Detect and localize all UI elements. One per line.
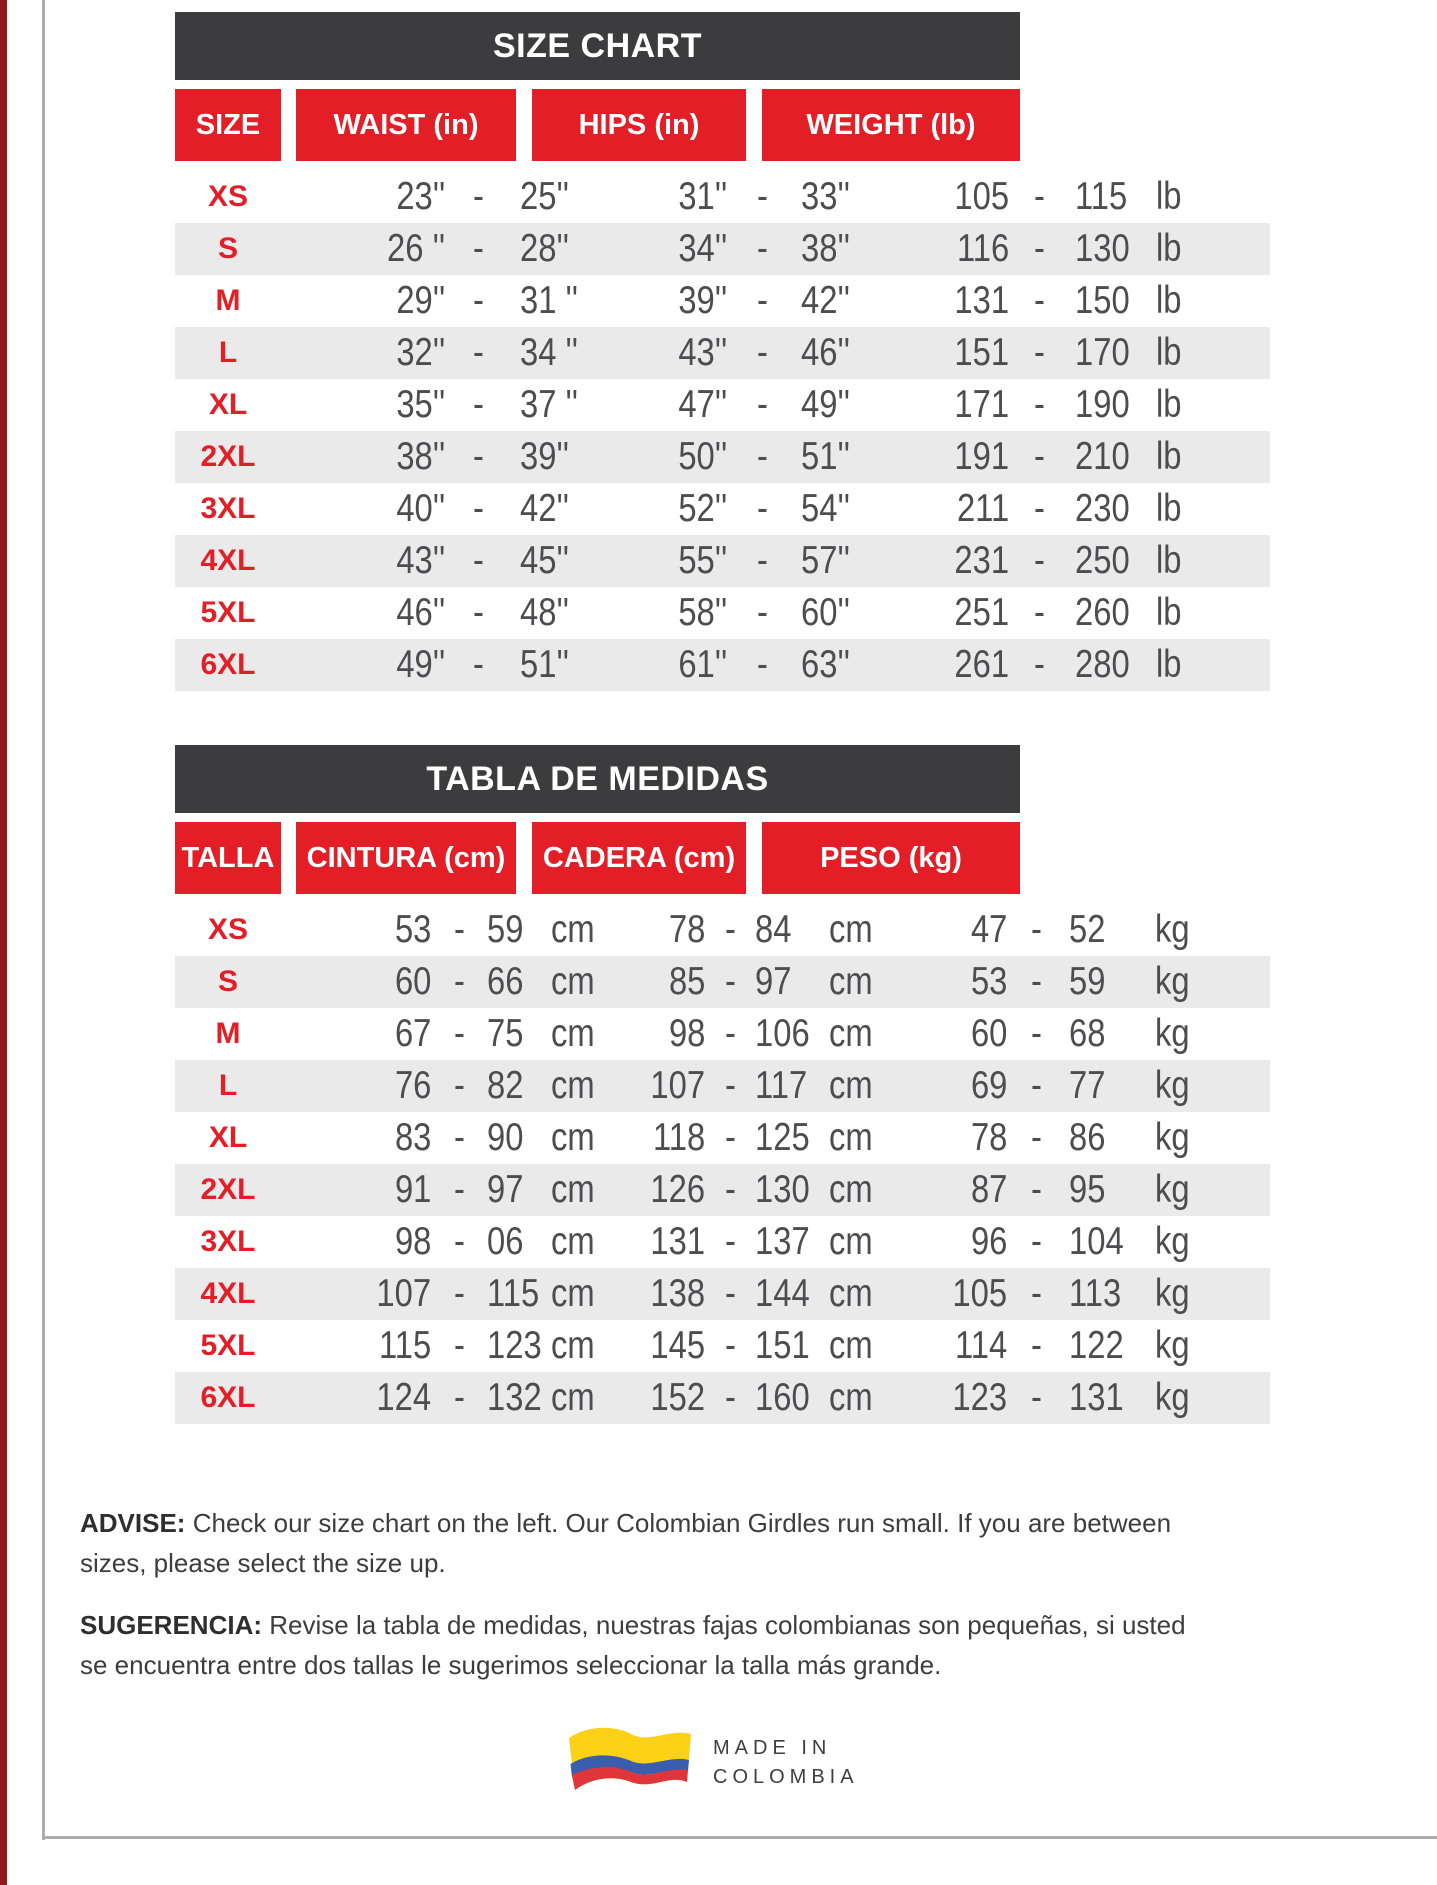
dash-icon: -	[453, 1272, 465, 1315]
size-label: S	[217, 232, 238, 265]
tabla-medidas-table	[175, 745, 1270, 1424]
dash-icon: -	[724, 908, 736, 951]
dash-icon: -	[453, 1012, 465, 1055]
talla-label: XL	[208, 1121, 248, 1154]
waist-low: 43''	[396, 539, 445, 582]
weight-high: 280	[1075, 643, 1130, 686]
cintura-high: 90	[487, 1116, 524, 1159]
cadera-unit: cm	[829, 1376, 873, 1419]
weight-high: 115	[1075, 175, 1128, 218]
cadera-unit: cm	[829, 1168, 873, 1211]
hips-high: 57''	[801, 539, 850, 582]
dash-icon: -	[1030, 960, 1042, 1003]
weight-unit: lb	[1156, 643, 1182, 686]
dash-icon: -	[472, 175, 484, 218]
dash-icon: -	[472, 435, 484, 478]
dash-icon: -	[1033, 539, 1045, 582]
size-label: 3XL	[200, 492, 256, 525]
notes-section	[80, 1503, 1190, 1685]
hips-high: 33''	[801, 175, 850, 218]
waist-high: 37 ''	[520, 383, 579, 426]
dash-icon: -	[453, 960, 465, 1003]
cintura-high: 82	[487, 1064, 524, 1107]
header-cadera: CADERA (cm)	[532, 822, 746, 894]
dash-icon: -	[1033, 331, 1045, 374]
tabla-medidas-row-2XL	[175, 1164, 1270, 1216]
talla-label: 3XL	[200, 1225, 256, 1258]
cadera-unit: cm	[829, 1012, 873, 1055]
peso-unit: kg	[1155, 1324, 1190, 1367]
cintura-unit: cm	[551, 908, 595, 951]
sugerencia-label: SUGERENCIA:	[80, 1610, 263, 1640]
dash-icon: -	[724, 960, 736, 1003]
cadera-unit: cm	[829, 960, 873, 1003]
cintura-low: 115	[378, 1324, 431, 1367]
hips-low: 61''	[678, 643, 727, 686]
weight-unit: lb	[1156, 591, 1182, 634]
hips-high: 38''	[801, 227, 850, 270]
peso-high: 77	[1069, 1064, 1106, 1107]
header-size: SIZE	[175, 89, 281, 161]
hips-low: 50''	[678, 435, 727, 478]
talla-label: S	[217, 965, 238, 998]
dash-icon: -	[756, 175, 768, 218]
cintura-low: 67	[394, 1012, 431, 1055]
talla-label: M	[215, 1017, 241, 1050]
dash-icon: -	[472, 331, 484, 374]
cadera-low: 131	[650, 1220, 705, 1263]
talla-label: L	[218, 1069, 238, 1102]
page-frame-vertical-line	[42, 0, 45, 1840]
cintura-low: 53	[394, 908, 431, 951]
size-chart-row-4XL	[175, 535, 1270, 587]
hips-low: 55''	[678, 539, 727, 582]
weight-low: 231	[954, 539, 1009, 582]
advise-label: ADVISE:	[80, 1508, 186, 1538]
cintura-high: 06	[487, 1220, 524, 1263]
weight-low: 116	[956, 227, 1009, 270]
weight-low: 151	[954, 331, 1009, 374]
waist-low: 26 ''	[386, 227, 445, 270]
cintura-unit: cm	[551, 1376, 595, 1419]
peso-low: 60	[970, 1012, 1007, 1055]
peso-high: 131	[1069, 1376, 1124, 1419]
waist-high: 25''	[520, 175, 569, 218]
weight-high: 260	[1075, 591, 1130, 634]
size-chart-row-5XL	[175, 587, 1270, 639]
weight-unit: lb	[1156, 279, 1182, 322]
hips-high: 60''	[801, 591, 850, 634]
advise-note	[80, 1503, 1190, 1583]
hips-high: 51''	[801, 435, 850, 478]
weight-high: 170	[1075, 331, 1130, 374]
waist-low: 23''	[396, 175, 445, 218]
dash-icon: -	[1030, 1116, 1042, 1159]
cintura-unit: cm	[551, 1272, 595, 1315]
cadera-unit: cm	[829, 1324, 873, 1367]
size-chart-header-row	[175, 89, 1020, 161]
peso-high: 95	[1069, 1168, 1106, 1211]
peso-unit: kg	[1155, 908, 1190, 951]
dash-icon: -	[724, 1064, 736, 1107]
hips-high: 49''	[801, 383, 850, 426]
tabla-medidas-row-4XL	[175, 1268, 1270, 1320]
peso-high: 86	[1069, 1116, 1106, 1159]
dash-icon: -	[724, 1376, 736, 1419]
peso-low: 114	[954, 1324, 1007, 1367]
peso-low: 123	[952, 1376, 1007, 1419]
cadera-unit: cm	[829, 1220, 873, 1263]
dash-icon: -	[453, 1116, 465, 1159]
weight-low: 105	[954, 175, 1009, 218]
peso-high: 113	[1069, 1272, 1122, 1315]
hips-high: 42''	[801, 279, 850, 322]
colombia-flag-icon	[565, 1722, 695, 1804]
cadera-high: 151	[755, 1324, 810, 1367]
peso-unit: kg	[1155, 1220, 1190, 1263]
size-label: M	[215, 284, 241, 317]
waist-low: 38''	[396, 435, 445, 478]
cintura-unit: cm	[551, 1116, 595, 1159]
talla-label: 4XL	[200, 1277, 256, 1310]
peso-unit: kg	[1155, 1012, 1190, 1055]
cadera-high: 137	[755, 1220, 810, 1263]
peso-unit: kg	[1155, 1116, 1190, 1159]
cadera-high: 117	[755, 1064, 808, 1107]
dash-icon: -	[756, 331, 768, 374]
peso-high: 122	[1069, 1324, 1124, 1367]
waist-high: 48''	[520, 591, 569, 634]
cadera-unit: cm	[829, 1272, 873, 1315]
waist-high: 39''	[520, 435, 569, 478]
hips-high: 54''	[801, 487, 850, 530]
weight-low: 211	[956, 487, 1009, 530]
peso-unit: kg	[1155, 1064, 1190, 1107]
cadera-high: 144	[755, 1272, 810, 1315]
cadera-high: 84	[755, 908, 792, 951]
cintura-low: 83	[394, 1116, 431, 1159]
waist-low: 29''	[396, 279, 445, 322]
cadera-low: 126	[650, 1168, 705, 1211]
hips-low: 58''	[678, 591, 727, 634]
size-chart-row-6XL	[175, 639, 1270, 691]
size-label: 2XL	[200, 440, 256, 473]
cintura-low: 98	[394, 1220, 431, 1263]
cadera-low: 138	[650, 1272, 705, 1315]
size-chart-row-L	[175, 327, 1270, 379]
dash-icon: -	[1033, 175, 1045, 218]
dash-icon: -	[1030, 1220, 1042, 1263]
cadera-unit: cm	[829, 1116, 873, 1159]
hips-low: 43''	[678, 331, 727, 374]
size-chart-row-3XL	[175, 483, 1270, 535]
cintura-low: 107	[376, 1272, 431, 1315]
dash-icon: -	[453, 1064, 465, 1107]
cintura-low: 60	[394, 960, 431, 1003]
weight-high: 230	[1075, 487, 1130, 530]
cintura-unit: cm	[551, 1220, 595, 1263]
cadera-low: 118	[652, 1116, 705, 1159]
cadera-low: 152	[650, 1376, 705, 1419]
made-in-text	[713, 1734, 859, 1792]
dash-icon: -	[756, 643, 768, 686]
cintura-high: 66	[487, 960, 524, 1003]
waist-low: 40''	[396, 487, 445, 530]
cadera-high: 160	[755, 1376, 810, 1419]
dash-icon: -	[724, 1116, 736, 1159]
cadera-low: 78	[668, 908, 705, 951]
dash-icon: -	[756, 487, 768, 530]
dash-icon: -	[453, 908, 465, 951]
size-chart-row-S	[175, 223, 1270, 275]
dash-icon: -	[1033, 383, 1045, 426]
weight-unit: lb	[1156, 435, 1182, 478]
dash-icon: -	[724, 1220, 736, 1263]
dash-icon: -	[1030, 1376, 1042, 1419]
dash-icon: -	[1033, 591, 1045, 634]
dash-icon: -	[1033, 487, 1045, 530]
hips-low: 34''	[678, 227, 727, 270]
tabla-medidas-title-bar	[175, 745, 1020, 813]
peso-low: 53	[970, 960, 1007, 1003]
dash-icon: -	[472, 487, 484, 530]
peso-high: 59	[1069, 960, 1106, 1003]
size-chart-row-M	[175, 275, 1270, 327]
cadera-unit: cm	[829, 908, 873, 951]
made-in-line2: COLOMBIA	[713, 1766, 859, 1788]
dash-icon: -	[756, 279, 768, 322]
size-label: 5XL	[200, 596, 256, 629]
cintura-unit: cm	[551, 1168, 595, 1211]
tabla-medidas-row-XS	[175, 904, 1270, 956]
weight-high: 130	[1075, 227, 1130, 270]
dash-icon: -	[1030, 1012, 1042, 1055]
cadera-high: 97	[755, 960, 792, 1003]
cintura-unit: cm	[551, 1012, 595, 1055]
weight-low: 191	[954, 435, 1009, 478]
made-in-colombia	[565, 1722, 859, 1804]
weight-unit: lb	[1156, 383, 1182, 426]
dash-icon: -	[453, 1220, 465, 1263]
cintura-unit: cm	[551, 1324, 595, 1367]
weight-high: 150	[1075, 279, 1130, 322]
hips-high: 63''	[801, 643, 850, 686]
tabla-medidas-header-row	[175, 822, 1020, 894]
tabla-medidas-row-L	[175, 1060, 1270, 1112]
cadera-unit: cm	[829, 1064, 873, 1107]
dash-icon: -	[472, 591, 484, 634]
cintura-high: 97	[487, 1168, 524, 1211]
waist-high: 45''	[520, 539, 569, 582]
waist-low: 35''	[396, 383, 445, 426]
talla-label: 2XL	[200, 1173, 256, 1206]
cadera-low: 107	[650, 1064, 705, 1107]
size-label: XS	[207, 180, 249, 213]
dash-icon: -	[1033, 227, 1045, 270]
tabla-medidas-title: TABLA DE MEDIDAS	[426, 760, 769, 798]
cadera-high: 106	[755, 1012, 810, 1055]
size-label: XL	[208, 388, 248, 421]
dash-icon: -	[756, 227, 768, 270]
weight-high: 250	[1075, 539, 1130, 582]
weight-unit: lb	[1156, 175, 1182, 218]
waist-high: 34 ''	[520, 331, 579, 374]
dash-icon: -	[1033, 279, 1045, 322]
size-chart-table	[175, 12, 1270, 691]
dash-icon: -	[472, 383, 484, 426]
waist-high: 28''	[520, 227, 569, 270]
tabla-medidas-row-6XL	[175, 1372, 1270, 1424]
cintura-unit: cm	[551, 1064, 595, 1107]
size-chart-title-bar	[175, 12, 1020, 80]
hips-low: 31''	[678, 175, 727, 218]
cintura-high: 123	[487, 1324, 542, 1367]
cadera-low: 85	[668, 960, 705, 1003]
size-label: L	[218, 336, 238, 369]
dash-icon: -	[453, 1324, 465, 1367]
peso-low: 105	[952, 1272, 1007, 1315]
cintura-low: 91	[394, 1168, 431, 1211]
dash-icon: -	[472, 279, 484, 322]
waist-low: 49''	[396, 643, 445, 686]
size-chart-row-2XL	[175, 431, 1270, 483]
waist-low: 46''	[396, 591, 445, 634]
peso-high: 68	[1069, 1012, 1106, 1055]
weight-low: 261	[954, 643, 1009, 686]
dash-icon: -	[1030, 908, 1042, 951]
size-label: 6XL	[200, 648, 256, 681]
hips-low: 52''	[678, 487, 727, 530]
dash-icon: -	[472, 643, 484, 686]
cintura-low: 76	[394, 1064, 431, 1107]
peso-low: 69	[970, 1064, 1007, 1107]
cintura-high: 115	[487, 1272, 540, 1315]
tabla-medidas-row-5XL	[175, 1320, 1270, 1372]
dash-icon: -	[724, 1168, 736, 1211]
cintura-high: 59	[487, 908, 524, 951]
dash-icon: -	[1030, 1324, 1042, 1367]
dash-icon: -	[472, 227, 484, 270]
sugerencia-note	[80, 1605, 1190, 1685]
dash-icon: -	[724, 1324, 736, 1367]
peso-low: 87	[970, 1168, 1007, 1211]
header-waist: WAIST (in)	[296, 89, 516, 161]
weight-unit: lb	[1156, 539, 1182, 582]
tabla-medidas-row-3XL	[175, 1216, 1270, 1268]
weight-high: 190	[1075, 383, 1130, 426]
sugerencia-text: Revise la tabla de medidas, nuestras fajas colombianas son pequeñas, si usted se encuentra entre dos tallas le sugerimos seleccionar la talla más grande.	[80, 1610, 1186, 1680]
peso-unit: kg	[1155, 1272, 1190, 1315]
left-edge-accent	[0, 0, 7, 1885]
tabla-medidas-row-M	[175, 1008, 1270, 1060]
peso-unit: kg	[1155, 1376, 1190, 1419]
peso-low: 78	[970, 1116, 1007, 1159]
dash-icon: -	[453, 1376, 465, 1419]
dash-icon: -	[756, 539, 768, 582]
talla-label: 6XL	[200, 1381, 256, 1414]
cadera-low: 145	[650, 1324, 705, 1367]
weight-low: 131	[954, 279, 1009, 322]
weight-unit: lb	[1156, 227, 1182, 270]
waist-high: 31 ''	[520, 279, 579, 322]
dash-icon: -	[1030, 1272, 1042, 1315]
dash-icon: -	[756, 383, 768, 426]
peso-low: 47	[970, 908, 1007, 951]
tabla-medidas-row-S	[175, 956, 1270, 1008]
weight-high: 210	[1075, 435, 1130, 478]
cintura-high: 75	[487, 1012, 524, 1055]
cintura-high: 132	[487, 1376, 542, 1419]
size-chart-row-XS	[175, 171, 1270, 223]
waist-high: 42''	[520, 487, 569, 530]
peso-unit: kg	[1155, 1168, 1190, 1211]
page-frame-horizontal-line	[42, 1836, 1437, 1839]
weight-unit: lb	[1156, 487, 1182, 530]
size-chart-rows	[175, 171, 1270, 691]
peso-high: 52	[1069, 908, 1106, 951]
dash-icon: -	[472, 539, 484, 582]
dash-icon: -	[756, 435, 768, 478]
peso-unit: kg	[1155, 960, 1190, 1003]
weight-unit: lb	[1156, 331, 1182, 374]
header-cintura: CINTURA (cm)	[296, 822, 516, 894]
header-weight: WEIGHT (lb)	[762, 89, 1020, 161]
tabla-medidas-rows	[175, 904, 1270, 1424]
size-chart-row-XL	[175, 379, 1270, 431]
dash-icon: -	[1030, 1064, 1042, 1107]
cadera-high: 125	[755, 1116, 810, 1159]
talla-label: 5XL	[200, 1329, 256, 1362]
weight-low: 171	[954, 383, 1009, 426]
header-hips: HIPS (in)	[532, 89, 746, 161]
tabla-medidas-row-XL	[175, 1112, 1270, 1164]
size-label: 4XL	[200, 544, 256, 577]
header-peso: PESO (kg)	[762, 822, 1020, 894]
dash-icon: -	[1030, 1168, 1042, 1211]
hips-low: 47''	[678, 383, 727, 426]
cadera-low: 98	[668, 1012, 705, 1055]
dash-icon: -	[1033, 435, 1045, 478]
peso-low: 96	[970, 1220, 1007, 1263]
weight-low: 251	[954, 591, 1009, 634]
cintura-low: 124	[376, 1376, 431, 1419]
waist-low: 32''	[396, 331, 445, 374]
size-chart-title: SIZE CHART	[493, 27, 702, 65]
advise-text: Check our size chart on the left. Our Colombian Girdles run small. If you are between sizes, please select the size up.	[80, 1508, 1172, 1578]
dash-icon: -	[756, 591, 768, 634]
dash-icon: -	[724, 1272, 736, 1315]
hips-low: 39''	[678, 279, 727, 322]
cintura-unit: cm	[551, 960, 595, 1003]
peso-high: 104	[1069, 1220, 1124, 1263]
dash-icon: -	[1033, 643, 1045, 686]
made-in-line1: MADE IN	[713, 1737, 832, 1759]
talla-label: XS	[207, 913, 249, 946]
dash-icon: -	[724, 1012, 736, 1055]
header-talla: TALLA	[175, 822, 281, 894]
cadera-high: 130	[755, 1168, 810, 1211]
dash-icon: -	[453, 1168, 465, 1211]
waist-high: 51''	[520, 643, 569, 686]
hips-high: 46''	[801, 331, 850, 374]
